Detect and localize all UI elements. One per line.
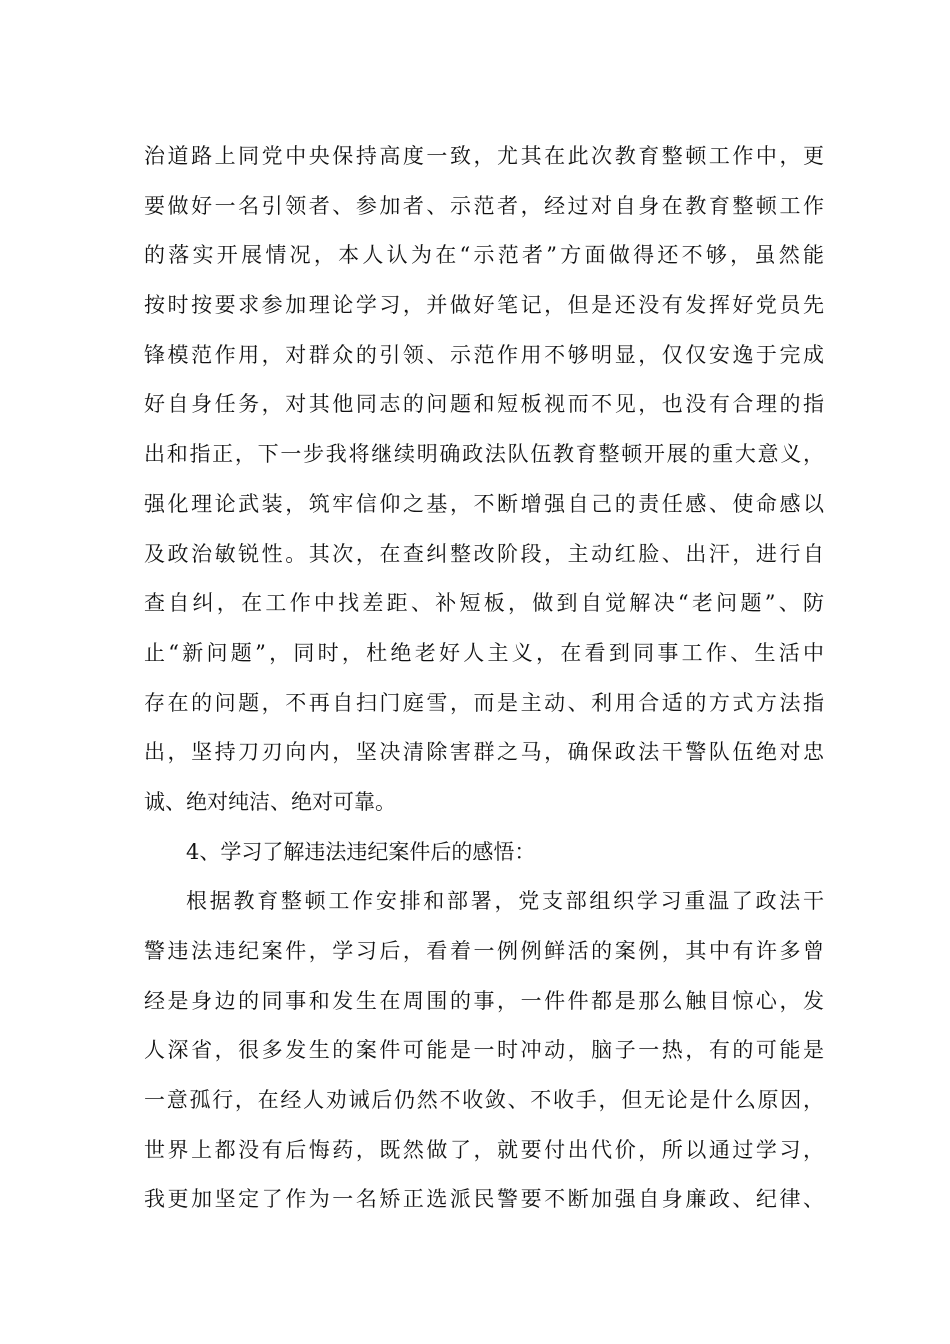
text-line: 锋模范作用，对群众的引领、示范作用不够明显，仅仅安逸于完成	[144, 342, 824, 367]
text-line: 警违法违纪案件，学习后，看着一例例鲜活的案例，其中有许多曾	[144, 939, 824, 963]
text-line: 止“新问题”，同时，杜绝老好人主义，在看到同事工作、生活中	[144, 640, 824, 665]
text-line: 治道路上同党中央保持高度一致，尤其在此次教育整顿工作中，更	[144, 144, 824, 168]
text-line: 强化理论武装，筑牢信仰之基，不断增强自己的责任感、使命感以	[144, 491, 824, 516]
text-line: 出，坚持刀刃向内，坚决清除害群之马，确保政法干警队伍绝对忠	[144, 740, 824, 765]
text-line: 出和指正，下一步我将继续明确政法队伍教育整顿开展的重大意义，	[144, 442, 824, 467]
text-line: 诚、绝对纯洁、绝对可靠。	[144, 789, 396, 814]
text-line: 要做好一名引领者、参加者、示范者，经过对自身在教育整顿工作	[144, 193, 824, 218]
text-line: 存在的问题，不再自扫门庭雪，而是主动、利用合适的方式方法指	[144, 690, 824, 715]
text-line: 人深省，很多发生的案件可能是一时冲动，脑子一热，有的可能是	[144, 1038, 824, 1063]
document-body	[144, 132, 824, 1225]
text-line: 好自身任务，对其他同志的问题和短板视而不见，也没有合理的指	[144, 392, 824, 417]
text-line: 我更加坚定了作为一名矫正选派民警要不断加强自身廉政、纪律、	[144, 1187, 824, 1212]
section-heading: 4、学习了解违法违纪案件后的感悟：	[186, 839, 536, 864]
text-line: 经是身边的同事和发生在周围的事，一件件都是那么触目惊心，发	[144, 988, 824, 1013]
text-line: 及政治敏锐性。其次，在查纠整改阶段，主动红脸、出汗，进行自	[144, 541, 824, 566]
text-line: 按时按要求参加理论学习，并做好笔记，但是还没有发挥好党员先	[144, 293, 824, 318]
text-line: 查自纠，在工作中找差距、补短板，做到自觉解决“老问题”、防	[144, 591, 824, 616]
text-line: 的落实开展情况，本人认为在“示范者”方面做得还不够，虽然能	[144, 243, 824, 268]
text-line: 根据教育整顿工作安排和部署，党支部组织学习重温了政法干	[186, 889, 824, 914]
text-line: 一意孤行，在经人劝诫后仍然不收敛、不收手，但无论是什么原因，	[144, 1088, 824, 1113]
text-line: 世界上都没有后悔药，既然做了，就要付出代价，所以通过学习，	[144, 1137, 824, 1162]
